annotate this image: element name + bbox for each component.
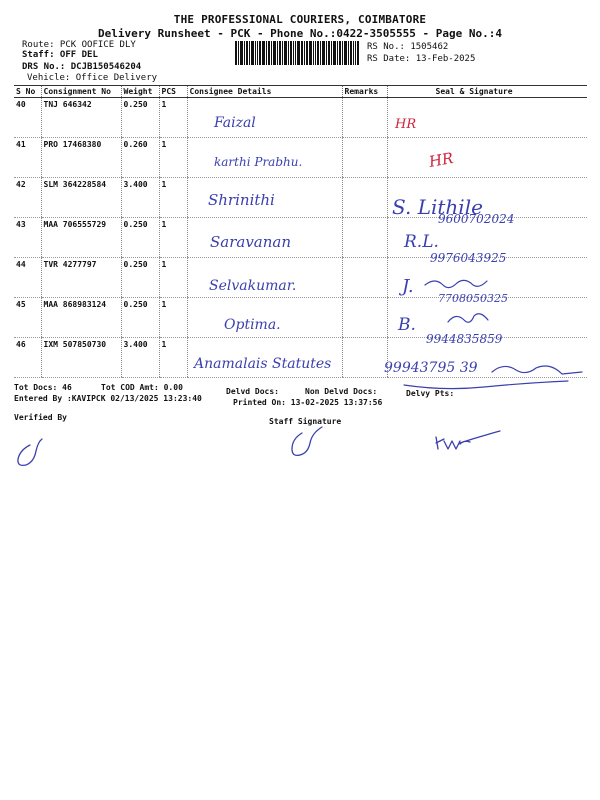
row-consignment: TVR 4277797: [41, 258, 121, 298]
route-label: Route: PCK OOFICE DLY: [22, 40, 136, 50]
staff-signature-label: Staff Signature: [269, 417, 342, 426]
row-sno: 45: [14, 298, 41, 338]
seal-signature: J.: [402, 276, 414, 297]
delivery-points: Delvy Pts:: [406, 389, 455, 398]
row-pcs: 1: [159, 338, 187, 378]
row-weight: 3.400: [121, 178, 159, 218]
seal-initials: HR: [427, 148, 455, 171]
row-pcs: 1: [159, 178, 187, 218]
runsheet-subtitle: Delivery Runsheet - PCK - Phone No.:0422-3505555 - Page No.:4: [98, 27, 502, 40]
company-title: THE PROFESSIONAL COURIERS, COIMBATORE: [173, 13, 427, 26]
drs-number: DRS No.: DCJB150546204: [22, 62, 142, 72]
staff-signature-mark: [292, 427, 322, 455]
row-weight: 3.400: [121, 338, 159, 378]
seal-signature: S. Lithile: [392, 195, 483, 219]
seal-phone: 9976043925: [430, 251, 507, 265]
non-delivered-docs: Non Delvd Docs:: [305, 387, 378, 396]
col-pcs: PCS: [159, 86, 187, 98]
row-sno: 41: [14, 138, 41, 178]
verified-by-label: Verified By: [14, 413, 67, 422]
seal-phone: 9600702024: [438, 212, 515, 226]
row-weight: 0.250: [121, 218, 159, 258]
consignee-name-handwritten: karthi Prabhu.: [214, 155, 303, 169]
row-pcs: 1: [159, 138, 187, 178]
row-consignment: SLM 364228584: [41, 178, 121, 218]
row-consignment: TNJ 646342: [41, 98, 121, 138]
vehicle-label: Vehicle: Office Delivery: [27, 73, 158, 83]
consignee-name-handwritten: Saravanan: [210, 233, 292, 251]
signature-stroke: [448, 314, 488, 323]
consignee-name-handwritten: Shrinithi: [208, 191, 275, 209]
delivered-docs: Delvd Docs:: [226, 387, 279, 396]
row-sno: 40: [14, 98, 41, 138]
consignee-name-handwritten: Optima.: [224, 317, 281, 333]
seal-signature: B.: [398, 315, 416, 335]
consignee-name-handwritten: Anamalais Statutes: [194, 356, 332, 372]
seal-phone: 9944835859: [426, 332, 503, 346]
row-weight: 0.250: [121, 98, 159, 138]
row-weight: 0.250: [121, 258, 159, 298]
row-consignment: PRO 17468380: [41, 138, 121, 178]
col-remarks: Remarks: [342, 86, 387, 98]
signature-stroke: [492, 366, 582, 374]
row-pcs: 1: [159, 258, 187, 298]
row-sno: 44: [14, 258, 41, 298]
row-sno: 42: [14, 178, 41, 218]
col-weight: Weight: [121, 86, 159, 98]
rs-date: RS Date: 13-Feb-2025: [367, 54, 476, 64]
col-sno: S No: [14, 86, 41, 98]
entered-by: Entered By :KAVIPCK 02/13/2025 13:23:40: [14, 394, 202, 403]
verifier-signature: [18, 439, 42, 465]
printed-on: Printed On: 13-02-2025 13:37:56: [233, 398, 383, 407]
signature-stroke: [404, 381, 568, 389]
consignee-name-handwritten: Faizal: [214, 115, 256, 131]
consignee-name-handwritten: Selvakumar.: [209, 278, 297, 294]
row-consignment: MAA 706555729: [41, 218, 121, 258]
row-weight: 0.250: [121, 298, 159, 338]
col-seal: Seal & Signature: [387, 86, 587, 98]
row-sno: 43: [14, 218, 41, 258]
total-cod-amount: Tot COD Amt: 0.00: [101, 383, 183, 392]
col-consignment: Consignment No: [41, 86, 121, 98]
row-sno: 46: [14, 338, 41, 378]
seal-phone: 99943795 39: [384, 360, 478, 376]
row-consignment: MAA 868983124: [41, 298, 121, 338]
seal-initials: HR: [395, 117, 417, 132]
row-pcs: 1: [159, 298, 187, 338]
seal-signature: R.L.: [404, 232, 439, 252]
seal-phone: 7708050325: [438, 292, 508, 305]
signature-stroke: [425, 280, 487, 287]
col-consignee: Consignee Details: [187, 86, 342, 98]
staff-label: Staff: OFF DEL: [22, 50, 98, 60]
rs-number: RS No.: 1505462: [367, 42, 449, 52]
staff-signature: [436, 431, 500, 449]
total-docs: Tot Docs: 46: [14, 383, 72, 392]
row-consignment: IXM 507850730: [41, 338, 121, 378]
row-pcs: 1: [159, 218, 187, 258]
row-pcs: 1: [159, 98, 187, 138]
row-weight: 0.260: [121, 138, 159, 178]
